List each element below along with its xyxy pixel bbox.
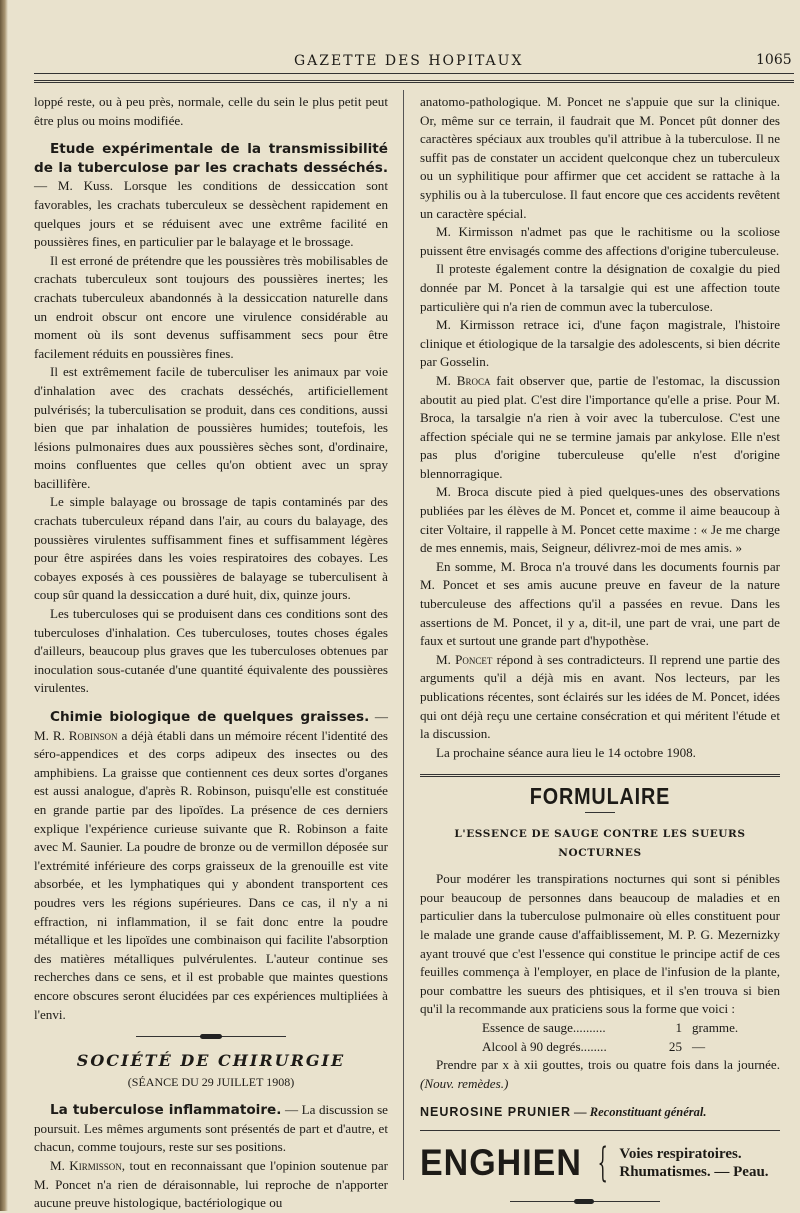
societe-subject-title: La tuberculose inflammatoire. xyxy=(50,1102,282,1119)
right-paragraph-4: M. Kirmisson retrace ici, d'une façon magistrale, l'histoire clinique et étiologique de la tarsalgie des adolescents, si bien décrite par Gosselin. xyxy=(420,317,780,370)
right-paragraph-5 xyxy=(420,372,780,484)
intro-paragraph: loppé reste, ou à peu près, normale, celle du sein le plus petit peut être plus ou moins modifiée. xyxy=(34,94,388,128)
chimie-title: Chimie biologique de quelques graisses. xyxy=(50,709,370,725)
broca-text: fait observer que, partie de l'estomac, la discussion aboutit au pied plat. C'est dire l'importance qu'elle a prise. Pour M. Broca, la tarsalgie n'a rien à voir avec la tuberculose. C'est une affection spéciale qui ne se termine jamais par ankylose. Elle n'est pas plus d'origine tuberculeuse qu'elle n'est d'origine blennorragique. xyxy=(420,372,780,481)
etude-paragraph-5: Les tuberculoses qui se produisent dans ces conditions sont des tuberculoses d'inhalation. Ces tuberculoses, toutes choses égales d'ailleurs, beaucoup plus graves que les tuberculoses obtenues par inoculation sous-cutanée d'une quantité équivalente des poussières virulentes. xyxy=(34,606,388,696)
neurosine-brand: NEUROSINE PRUNIER xyxy=(420,1105,572,1120)
etude-paragraph xyxy=(34,140,388,252)
societe-subject-paragraph xyxy=(34,1101,388,1157)
societe-title: SOCIÉTÉ DE CHIRURGIE xyxy=(76,1051,346,1071)
spacer xyxy=(34,698,388,708)
kirmisson-name: M. Kirmisson, xyxy=(50,1158,126,1174)
enghien-advert xyxy=(420,1141,780,1185)
ingredient-unit: gramme. xyxy=(692,1019,739,1035)
header-rule xyxy=(34,73,794,74)
ingredient-name: Essence de sauge.......... xyxy=(482,1019,606,1035)
right-paragraph-8 xyxy=(420,651,780,744)
etude-paragraph-3: Il est extrêmement facile de tuberculiser les animaux par voie d'inhalation avec des crachats desséchés, artificiellement pulvérisés; la tuberculisation se produit, dans ces conditions, aussi bien que par inhalation de poussières humides; toutefois, les lésions pulmonaires dues aux poussières sèches sont, d'ordinaire, moins confluentes que celles qu'on obtient avec un spray bacillifère. xyxy=(34,364,388,491)
dosage-text: Prendre par x à xii gouttes, trois ou quatre fois dans la journée. xyxy=(436,1057,780,1073)
page-edge xyxy=(0,0,8,1211)
right-paragraph-6: M. Broca discute pied à pied quelques-unes des observations publiées par les élèves de M. Poncet et, comme il aime beaucoup à citer Voltaire, il rappelle à M. Poncet cette maxime : « Je me charge de mes ennemis, mais, Seigneur, délivrez-moi de mes amis. » xyxy=(420,484,780,556)
right-paragraph-1: anatomo-pathologique. M. Poncet ne s'appuie que sur la clinique. Or, même sur ce terrain, il faudrait que M. Poncet pût donner des caractères spéciaux aux troubles qu'il attribue à la tuberculose. Il ne suffit pas de constater un accident quelconque chez un tuberculeux ou un syphilitique pour affirmer que cet accident se rattache à la syphilis ou à la tuberculose. Il faut encore que ces accidents revêtent un caractère spécial. xyxy=(420,94,780,221)
formulaire-short-rule xyxy=(585,812,615,813)
formulaire-title: FORMULAIRE xyxy=(529,783,671,810)
poncet-text: répond à ses contradicteurs. Il reprend une partie des arguments qu'il a déjà mis en avant. Nos lecteurs, par les publications récentes, sont éclairés sur les idées de M. Poncet, idées qui ont déjà reçu une certaine consécration et qui méritent l'étude et la discussion. xyxy=(420,651,780,742)
right-paragraph-3: Il proteste également contre la désignation de coxalgie du pied donnée par M. Poncet à la tarsalgie qui est une affection toute particulière qui n'a rien de commun avec la tuberculose. xyxy=(420,261,780,314)
section-ornament xyxy=(136,1034,286,1040)
kirmisson-paragraph xyxy=(34,1157,388,1213)
bottom-ornament xyxy=(510,1199,660,1205)
ingredient-name: Alcool à 90 degrés........ xyxy=(482,1038,607,1054)
spacer xyxy=(34,130,388,140)
broca-name: M. Broca xyxy=(436,372,491,388)
formulaire-rule xyxy=(420,774,780,777)
ingredient-row xyxy=(420,1019,780,1038)
dosage-source: (Nouv. remèdes.) xyxy=(420,1075,509,1091)
enghien-uses xyxy=(619,1145,768,1181)
page-number: 1065 xyxy=(756,52,792,68)
enghien-use-2: Rhumatismes. — Peau. xyxy=(619,1163,769,1180)
etude-paragraph-4: Le simple balayage ou brossage de tapis contaminés par des crachats tuberculeux répand dans l'air, au cours du balayage, des poussières virulentes suffisamment fines et suffisamment légères pour être aspirées dans les voies respiratoires des cobayes. Les cobayes exposés à ces poussières de balayage se tuberculisent à coup sûr quand la dessiccation a duré huit, dix, quinze jours. xyxy=(34,494,388,603)
column-divider xyxy=(403,90,404,1180)
recipe-title: L'ESSENCE DE SAUGE CONTRE LES SUEURS NOCTURNES xyxy=(454,827,746,859)
ingredient-row xyxy=(420,1038,780,1057)
neurosine-desc: — Reconstituant général. xyxy=(571,1105,707,1120)
right-paragraph-7: En somme, M. Broca n'a trouvé dans les documents fournis par M. Poncet et ses amis aucune preuve en faveur de la nature tuberculeuse des affections qu'il a passées en revue. Dans les assertions de M. Poncet, il y a, dit-il, une part de vrai, une part de faux et surtout une grande part d'hypothèse. xyxy=(420,558,780,649)
societe-session: (SÉANCE DU 29 JUILLET 1908) xyxy=(127,1074,295,1089)
recipe-paragraph: Pour modérer les transpirations nocturnes qui sont si pénibles pour beaucoup de personnes dans beaucoup de maladies et en particulier dans la tuberculose pulmonaire où elles constituent pour le malade une grande cause d'affaiblissement, M. P. G. Mezernizky ayant trouvé que c'est l'essence qui constitue le principe actif de ces feuilles commença à l'employer, en place de l'infusion de la plante, pour combattre les sueurs des phtisiques, et il s'en trouva si bien qu'il la recommande aux praticiens sous la forme que voici : xyxy=(420,871,780,1017)
neurosine-advert xyxy=(420,1103,780,1122)
etude-paragraph-2: Il est erroné de prétendre que les poussières très mobilisables de crachats tuberculeux sont toujours des poussières inertes; les crachats tuberculeux abandonnés à la dessiccation naturelle dans un endroit obscur ont encore une virulence considérable au moment où ils sont devenus suffisamment secs pour être facilement réduits en poussières fines. xyxy=(34,252,388,361)
right-paragraph-2: M. Kirmisson n'admet pas que le rachitisme ou la scoliose puissent être envisagés comme des affections d'origine tuberculeuse. xyxy=(420,224,780,258)
etude-text: Lorsque les conditions de dessiccation sont favorables, les crachats tuberculeux se dessèchent rapidement en quelques jours et se réduisent avec une extrême facilité en poussières fines, en particulier par le balayage et le brossage. xyxy=(34,178,388,250)
spacer xyxy=(420,1093,780,1103)
dosage-paragraph xyxy=(420,1056,780,1093)
brace-glyph: { xyxy=(597,1139,608,1186)
header-double-rule xyxy=(34,80,794,83)
kirmisson-text: tout en reconnaissant que l'opinion soutenue par M. Poncet n'a rien de déraisonnable, lui reproche de n'apporter aucune preuve histologique, bactériologique ou xyxy=(34,1158,388,1211)
chimie-paragraph xyxy=(34,708,388,1024)
chimie-text: a déjà établi dans un mémoire récent l'identité des séro-appendices et des corps adipeux des insectes ou des amphibiens. La graisse que contiennent ces deux sortes d'organes est aussi analogue, d'après R. Robinson, puisqu'elle est constituée en grande partie par des lipoïdes. La présence de ces derniers explique l'expérience curieuse suivante que R. Robinson a faite avec M. Saunier. La poudre de bronze ou de vermillon déposée sur l'extrémité inférieure des corps graisseux de la grenouille est vite absorbée, et les lymphatiques qui y abondent transportent ces poudres vers les régions supérieures. Dans ce cas, il n'y a ni effraction, ni inflammation, il se fait donc entre la poudre métallique et les lipoïdes une combinaison qui facilite l'absorption des matières métalliques pulvérulentes. L'auteur continue ses recherches dans ce sens, et il est probable que maintes questions encore obscures seront élucidées par ces expériences multipliées à l'envi. xyxy=(34,727,388,1022)
right-column xyxy=(420,93,780,1205)
ingredient-unit: — xyxy=(692,1038,706,1054)
ingredient-qty: 25 xyxy=(668,1038,682,1054)
societe-subject-text: — La discussion se poursuit. Les mêmes arguments sont présentés de part et d'autre, et chacun, comme toujours, reste sur ses positions. xyxy=(34,1102,388,1155)
etude-author: — M. Kuss. xyxy=(34,178,114,194)
etude-title: Etude expérimentale de la transmissibilité de la tuberculose par les crachats desséchés. xyxy=(34,141,388,176)
advert-rule xyxy=(420,1130,780,1131)
enghien-name: ENGHIEN xyxy=(420,1141,582,1184)
left-column xyxy=(34,93,388,1213)
next-session-paragraph: La prochaine séance aura lieu le 14 octobre 1908. xyxy=(436,744,696,760)
journal-title: GAZETTE DES HOPITAUX xyxy=(294,53,524,69)
poncet-name: M. Poncet xyxy=(436,651,493,667)
chimie-author: — M. R. Robinson xyxy=(34,709,388,743)
enghien-use-1: Voies respiratoires. xyxy=(619,1145,742,1162)
ingredient-qty: 1 xyxy=(675,1019,682,1035)
newspaper-page xyxy=(14,0,800,1211)
